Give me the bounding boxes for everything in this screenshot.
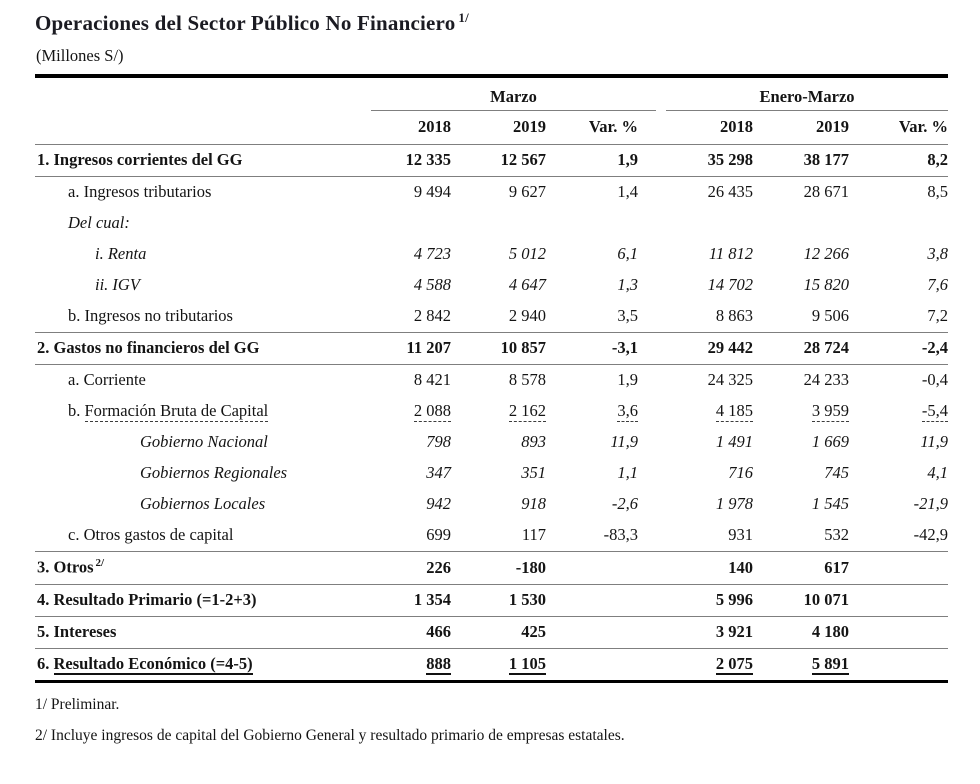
cell-value: 1,1 — [617, 463, 639, 482]
value-cell — [638, 396, 753, 427]
table-row — [35, 396, 948, 427]
value-cell — [638, 333, 753, 365]
row-label — [35, 270, 333, 301]
cell-value: 1 105 — [508, 653, 546, 673]
cell-value: 15 820 — [803, 275, 850, 294]
cell-value: 1 978 — [715, 494, 754, 513]
value-cell — [333, 208, 451, 239]
value-cell — [333, 427, 451, 458]
row-label — [35, 177, 333, 209]
value-cell — [546, 145, 638, 177]
value-cell — [849, 584, 948, 616]
footnote-1: 1/ Preliminar. — [35, 695, 120, 713]
value-cell — [333, 616, 451, 648]
value-cell — [753, 396, 849, 427]
value-cell — [546, 648, 638, 681]
value-cell — [753, 333, 849, 365]
cell-value: 9 506 — [811, 306, 850, 325]
col-header-enero-var: Var. % — [849, 111, 948, 145]
row-label — [35, 208, 333, 239]
value-cell — [451, 365, 546, 397]
cell-value: 3,5 — [617, 306, 639, 325]
value-cell — [546, 489, 638, 520]
value-cell — [849, 177, 948, 209]
cell-value: -3,1 — [611, 338, 639, 357]
row-label-text: 2. Gastos no financieros del GG — [37, 338, 260, 357]
cell-value: 745 — [824, 463, 850, 482]
row-label-text: Resultado Económico (=4-5) — [53, 653, 253, 673]
value-cell — [451, 301, 546, 333]
cell-value: 5 012 — [508, 244, 546, 263]
value-cell — [638, 208, 753, 239]
cell-value: -5,4 — [921, 401, 949, 420]
value-cell — [333, 552, 451, 585]
page-title-text: Operaciones del Sector Público No Financiero — [35, 11, 456, 35]
cell-value: 11 207 — [406, 338, 451, 357]
cell-value: -0,4 — [921, 370, 949, 389]
value-cell — [546, 333, 638, 365]
cell-value: 4 647 — [508, 275, 546, 294]
cell-value: 2 940 — [508, 306, 546, 325]
cell-value: 617 — [824, 557, 850, 577]
value-cell — [638, 145, 753, 177]
cell-value: 798 — [426, 432, 451, 451]
value-cell — [753, 145, 849, 177]
table-row — [35, 648, 948, 681]
cell-value: 8 578 — [508, 370, 546, 389]
value-cell — [638, 520, 753, 552]
cell-value: 7,2 — [927, 306, 949, 325]
value-cell — [753, 427, 849, 458]
page-title — [35, 10, 948, 36]
value-cell — [849, 648, 948, 681]
cell-value: 29 442 — [707, 338, 754, 357]
cell-value: 9 627 — [508, 182, 546, 201]
row-label — [35, 333, 333, 365]
value-cell — [451, 239, 546, 270]
empty-label-header — [35, 111, 333, 145]
cell-value: 140 — [728, 557, 754, 577]
cell-value: 3 921 — [715, 621, 754, 641]
table-row — [35, 177, 948, 209]
cell-value: 4 588 — [413, 275, 451, 294]
table-row — [35, 239, 948, 270]
value-cell — [849, 301, 948, 333]
row-label-text: Del cual: — [68, 213, 130, 232]
row-label — [35, 427, 333, 458]
row-label — [35, 458, 333, 489]
value-cell — [546, 301, 638, 333]
value-cell — [333, 239, 451, 270]
value-cell — [546, 270, 638, 301]
value-cell — [753, 177, 849, 209]
cell-value: 11,9 — [610, 432, 639, 451]
row-label — [35, 365, 333, 397]
footnotes — [35, 696, 948, 745]
cell-value: 10 857 — [500, 338, 546, 357]
value-cell — [546, 584, 638, 616]
cell-value: 38 177 — [803, 150, 850, 169]
cell-value: 5 891 — [811, 653, 850, 673]
page-subtitle: (Millones S/) — [36, 46, 124, 65]
value-cell — [546, 396, 638, 427]
cell-value: 347 — [426, 463, 451, 482]
value-cell — [451, 458, 546, 489]
value-cell — [638, 301, 753, 333]
cell-value: 4 185 — [715, 401, 754, 420]
cell-value: 1,9 — [617, 150, 639, 169]
cell-value: 117 — [521, 525, 546, 544]
value-cell — [451, 177, 546, 209]
value-cell — [546, 552, 638, 585]
cell-value: 888 — [426, 653, 451, 673]
cell-value: 1 491 — [715, 432, 754, 451]
cell-value: 2 162 — [508, 401, 546, 420]
value-cell — [333, 177, 451, 209]
footnote-2: 2/ Incluye ingresos de capital del Gobierno General y resultado primario de empresas estatales. — [35, 726, 625, 744]
value-cell — [333, 520, 451, 552]
value-cell — [753, 365, 849, 397]
row-label — [35, 301, 333, 333]
row-label-text: ii. IGV — [95, 275, 140, 294]
cell-value: 931 — [728, 525, 754, 544]
value-cell — [638, 552, 753, 585]
value-cell — [451, 145, 546, 177]
cell-value: 1,9 — [617, 370, 639, 389]
value-cell — [638, 458, 753, 489]
value-cell — [451, 552, 546, 585]
cell-value: 5 996 — [715, 589, 754, 609]
table-row — [35, 365, 948, 397]
column-group-enero-marzo — [638, 76, 948, 111]
row-label-text: 1. Ingresos corrientes del GG — [37, 150, 243, 169]
cell-value: 942 — [426, 494, 451, 513]
value-cell — [451, 584, 546, 616]
table-row — [35, 145, 948, 177]
value-cell — [849, 489, 948, 520]
value-cell — [638, 365, 753, 397]
row-label — [35, 520, 333, 552]
value-cell — [546, 427, 638, 458]
value-cell — [849, 427, 948, 458]
cell-value: 8,2 — [927, 150, 949, 169]
value-cell — [638, 239, 753, 270]
value-cell — [753, 648, 849, 681]
value-cell — [638, 584, 753, 616]
value-cell — [638, 427, 753, 458]
cell-value: 3,8 — [927, 244, 949, 263]
value-cell — [546, 239, 638, 270]
value-cell — [333, 365, 451, 397]
cell-value: -2,6 — [611, 494, 639, 513]
value-cell — [333, 145, 451, 177]
value-cell — [546, 208, 638, 239]
value-cell — [753, 616, 849, 648]
value-cell — [333, 458, 451, 489]
value-cell — [753, 489, 849, 520]
value-cell — [546, 365, 638, 397]
cell-value: 7,6 — [927, 275, 949, 294]
value-cell — [753, 520, 849, 552]
cell-value: 26 435 — [707, 182, 754, 201]
table-row — [35, 520, 948, 552]
row-label-text: Gobiernos Locales — [140, 494, 266, 513]
cell-value: -21,9 — [913, 494, 949, 513]
cell-value: 716 — [728, 463, 754, 482]
row-label — [35, 239, 333, 270]
column-header-row — [35, 111, 948, 145]
cell-value: -2,4 — [921, 338, 949, 357]
cell-value: 1,4 — [617, 182, 639, 201]
value-cell — [849, 616, 948, 648]
table-row — [35, 616, 948, 648]
cell-value: 351 — [521, 463, 546, 482]
cell-value: 12 266 — [803, 244, 850, 263]
cell-value: 2 842 — [413, 306, 451, 325]
value-cell — [638, 616, 753, 648]
value-cell — [546, 520, 638, 552]
value-cell — [849, 333, 948, 365]
table-row — [35, 458, 948, 489]
title-footnote-marker: 1/ — [458, 10, 469, 25]
value-cell — [849, 396, 948, 427]
value-cell — [753, 270, 849, 301]
table-row — [35, 301, 948, 333]
cell-value: 1 545 — [811, 494, 850, 513]
row-label-prefix: 6. — [37, 653, 54, 673]
cell-value: 1,3 — [617, 275, 639, 294]
table-row — [35, 552, 948, 585]
table-row — [35, 333, 948, 365]
value-cell — [451, 396, 546, 427]
value-cell — [638, 489, 753, 520]
empty-corner-cell — [35, 76, 333, 111]
cell-value: 4,1 — [927, 463, 949, 482]
cell-value: 699 — [426, 525, 451, 544]
row-label-text: a. Ingresos tributarios — [68, 182, 212, 201]
value-cell — [849, 239, 948, 270]
row-label — [35, 584, 333, 616]
cell-value: 532 — [824, 525, 850, 544]
row-label — [35, 145, 333, 177]
value-cell — [849, 365, 948, 397]
value-cell — [849, 520, 948, 552]
value-cell — [753, 301, 849, 333]
cell-value: 35 298 — [707, 150, 754, 169]
column-group-marzo-label: Marzo — [371, 78, 656, 111]
value-cell — [546, 616, 638, 648]
value-cell — [753, 552, 849, 585]
cell-value: 466 — [426, 621, 451, 641]
fiscal-operations-table — [35, 74, 948, 683]
cell-value: 1 669 — [811, 432, 850, 451]
cell-value: 1 530 — [508, 589, 546, 609]
row-label-text: Gobiernos Regionales — [140, 463, 288, 482]
row-label-text: a. Corriente — [68, 370, 146, 389]
cell-value: 8 421 — [413, 370, 451, 389]
value-cell — [849, 270, 948, 301]
cell-value: 11,9 — [920, 432, 949, 451]
row-label-text: 3. Otros — [37, 557, 94, 577]
table-row — [35, 584, 948, 616]
row-label — [35, 616, 333, 648]
row-label-text: b. Ingresos no tributarios — [68, 306, 233, 325]
table-header — [35, 76, 948, 145]
value-cell — [753, 208, 849, 239]
table-row — [35, 489, 948, 520]
cell-value: 1 354 — [413, 589, 451, 609]
cell-value: 28 671 — [803, 182, 850, 201]
col-header-marzo-var: Var. % — [546, 111, 638, 145]
cell-value: 6,1 — [617, 244, 639, 263]
value-cell — [451, 616, 546, 648]
cell-value: 12 335 — [405, 150, 451, 169]
row-label — [35, 396, 333, 427]
cell-value: 2 088 — [413, 401, 451, 420]
value-cell — [451, 208, 546, 239]
cell-value: 11 812 — [708, 244, 754, 263]
cell-value: 4 723 — [413, 244, 451, 263]
cell-value: 893 — [521, 432, 546, 451]
value-cell — [753, 239, 849, 270]
row-label — [35, 489, 333, 520]
table-row — [35, 427, 948, 458]
value-cell — [849, 145, 948, 177]
table-body — [35, 145, 948, 682]
cell-value: -83,3 — [603, 525, 639, 544]
cell-value: 4 180 — [811, 621, 850, 641]
cell-value: 10 071 — [803, 589, 850, 609]
value-cell — [333, 396, 451, 427]
row-label — [35, 552, 333, 585]
value-cell — [333, 584, 451, 616]
column-group-row — [35, 76, 948, 111]
cell-value: -180 — [515, 557, 546, 577]
value-cell — [333, 270, 451, 301]
row-label — [35, 648, 333, 681]
value-cell — [451, 333, 546, 365]
row-label-text: i. Renta — [95, 244, 147, 263]
value-cell — [638, 270, 753, 301]
value-cell — [333, 648, 451, 681]
cell-value: 3 959 — [811, 401, 850, 420]
col-header-enero-2018: 2018 — [638, 111, 753, 145]
table-row — [35, 208, 948, 239]
cell-value: -42,9 — [913, 525, 949, 544]
value-cell — [546, 458, 638, 489]
value-cell — [849, 458, 948, 489]
value-cell — [451, 489, 546, 520]
value-cell — [333, 333, 451, 365]
cell-value: 8 863 — [715, 306, 754, 325]
cell-value: 2 075 — [715, 653, 754, 673]
cell-value: 24 325 — [707, 370, 754, 389]
cell-value: 28 724 — [803, 338, 850, 357]
col-header-marzo-2018: 2018 — [333, 111, 451, 145]
row-label-text: c. Otros gastos de capital — [68, 525, 234, 544]
cell-value: 226 — [426, 557, 451, 577]
value-cell — [333, 301, 451, 333]
value-cell — [333, 489, 451, 520]
value-cell — [451, 648, 546, 681]
value-cell — [546, 177, 638, 209]
cell-value: 425 — [521, 621, 546, 641]
cell-value: 3,6 — [617, 401, 639, 420]
value-cell — [753, 584, 849, 616]
row-footnote-marker: 2/ — [95, 557, 105, 569]
cell-value: 12 567 — [500, 150, 546, 169]
cell-value: 8,5 — [927, 182, 949, 201]
value-cell — [638, 648, 753, 681]
value-cell — [451, 427, 546, 458]
cell-value: 24 233 — [803, 370, 850, 389]
row-label-text: Formación Bruta de Capital — [84, 401, 269, 420]
value-cell — [451, 270, 546, 301]
cell-value: 14 702 — [707, 275, 754, 294]
value-cell — [638, 177, 753, 209]
table-row — [35, 270, 948, 301]
column-group-enero-marzo-label: Enero-Marzo — [666, 78, 948, 111]
row-label-text: 4. Resultado Primario (=1-2+3) — [37, 589, 257, 609]
value-cell — [849, 208, 948, 239]
value-cell — [451, 520, 546, 552]
row-label-text: Gobierno Nacional — [140, 432, 268, 451]
value-cell — [753, 458, 849, 489]
column-group-marzo — [333, 76, 638, 111]
value-cell — [849, 552, 948, 585]
cell-value: 9 494 — [413, 182, 451, 201]
col-header-enero-2019: 2019 — [753, 111, 849, 145]
row-label-prefix: b. — [68, 401, 85, 420]
cell-value: 918 — [521, 494, 546, 513]
col-header-marzo-2019: 2019 — [451, 111, 546, 145]
row-label-text: 5. Intereses — [37, 621, 117, 641]
